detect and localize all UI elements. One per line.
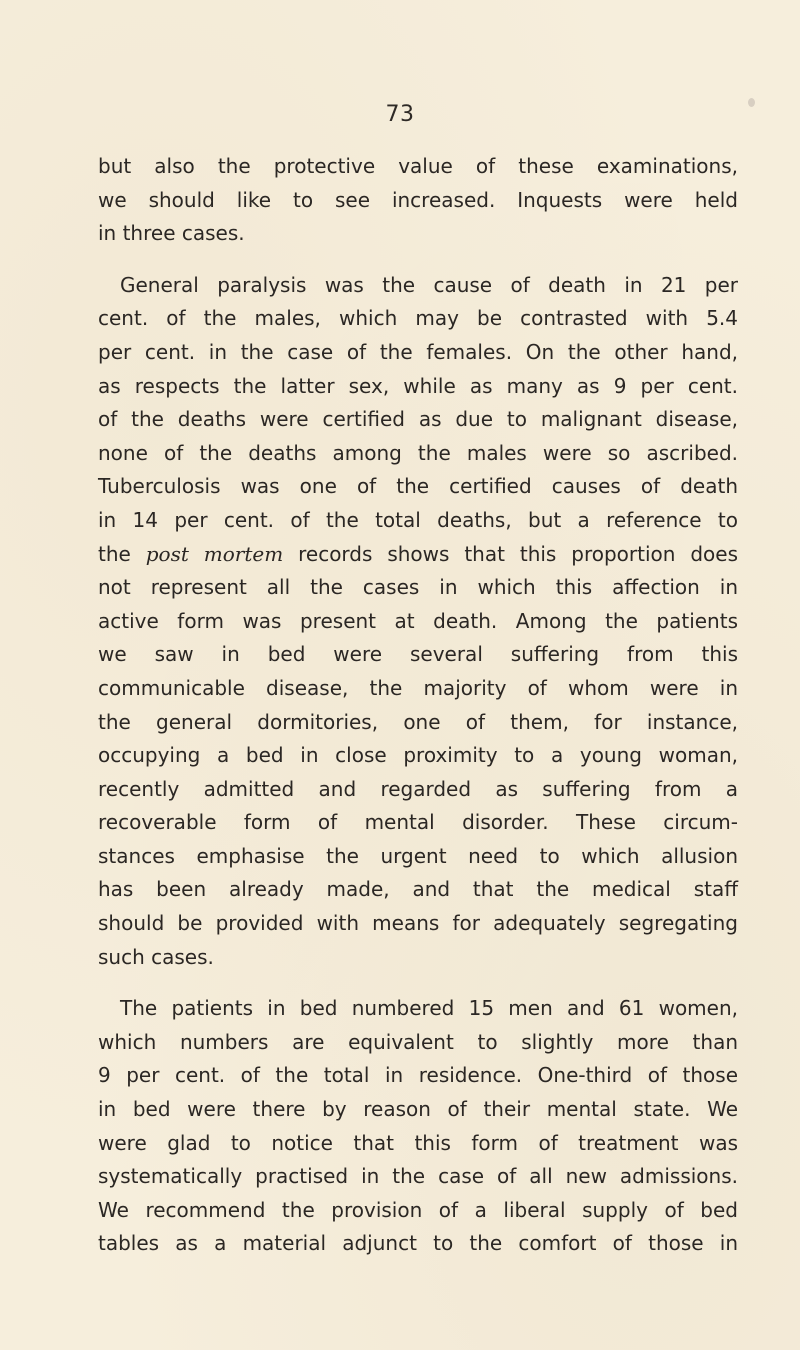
text-line: has been already made, and that the medical staff <box>98 877 738 902</box>
text-line: such cases. <box>98 944 214 969</box>
text-line: per cent. in the case of the females. On the other hand, <box>98 339 738 364</box>
text-line: cent. of the males, which may be contrasted with 5.4 <box>98 306 738 331</box>
page-number: 73 <box>385 102 415 127</box>
text-line: which numbers are equivalent to slightly more than <box>98 1029 738 1054</box>
paragraph-2 <box>98 269 738 974</box>
text-line: recently admitted and regarded as suffering from a <box>98 776 738 801</box>
text-line: should be provided with means for adequately segregating <box>98 911 738 936</box>
text-line: The patients in bed numbered 15 men and 61 women, <box>120 996 738 1021</box>
text-line: as respects the latter sex, while as many as 9 per cent. <box>98 373 738 398</box>
text-line: the general dormitories, one of them, for instance, <box>98 709 738 734</box>
text-line: in three cases. <box>98 221 245 246</box>
text-line: General paralysis was the cause of death in 21 per <box>120 272 738 297</box>
italic-phrase: post mortem <box>145 541 284 566</box>
text-line: none of the deaths among the males were so ascribed. <box>98 440 738 465</box>
text-line: 9 per cent. of the total in residence. One-third of those <box>98 1063 738 1088</box>
paragraph-3 <box>98 992 738 1261</box>
text-line: occupying a bed in close proximity to a young woman, <box>98 743 738 768</box>
text-line: communicable disease, the majority of whom were in <box>98 675 738 700</box>
body-text <box>98 150 738 1261</box>
text-line: tables as a material adjunct to the comfort of those in <box>98 1231 738 1256</box>
text-line: We recommend the provision of a liberal supply of bed <box>98 1197 738 1222</box>
text-line: we saw in bed were several suffering from this <box>98 642 738 667</box>
text-line: Tuberculosis was one of the certified causes of death <box>98 474 738 499</box>
text-line: in 14 per cent. of the total deaths, but a reference to <box>98 507 738 532</box>
text-line: were glad to notice that this form of treatment was <box>98 1130 738 1155</box>
text-line: not represent all the cases in which this affection in <box>98 575 738 600</box>
text-line: we should like to see increased. Inquests were held <box>98 187 738 212</box>
text-line: but also the protective value of these examinations, <box>98 154 738 178</box>
text-line: in bed were there by reason of their mental state. We <box>98 1097 738 1122</box>
text-line: recoverable form of mental disorder. These circum- <box>98 810 738 835</box>
text-line: stances emphasise the urgent need to which allusion <box>98 843 738 868</box>
text-line: systematically practised in the case of all new admissions. <box>98 1164 738 1189</box>
text-line: active form was present at death. Among the patients <box>98 608 738 633</box>
text-line: of the deaths were certified as due to malignant disease, <box>98 407 738 432</box>
text-line-with-italic <box>98 538 738 572</box>
text-fragment: records shows that this proportion does <box>283 541 739 566</box>
paragraph-1 <box>98 150 738 251</box>
text-fragment: the <box>98 541 146 566</box>
